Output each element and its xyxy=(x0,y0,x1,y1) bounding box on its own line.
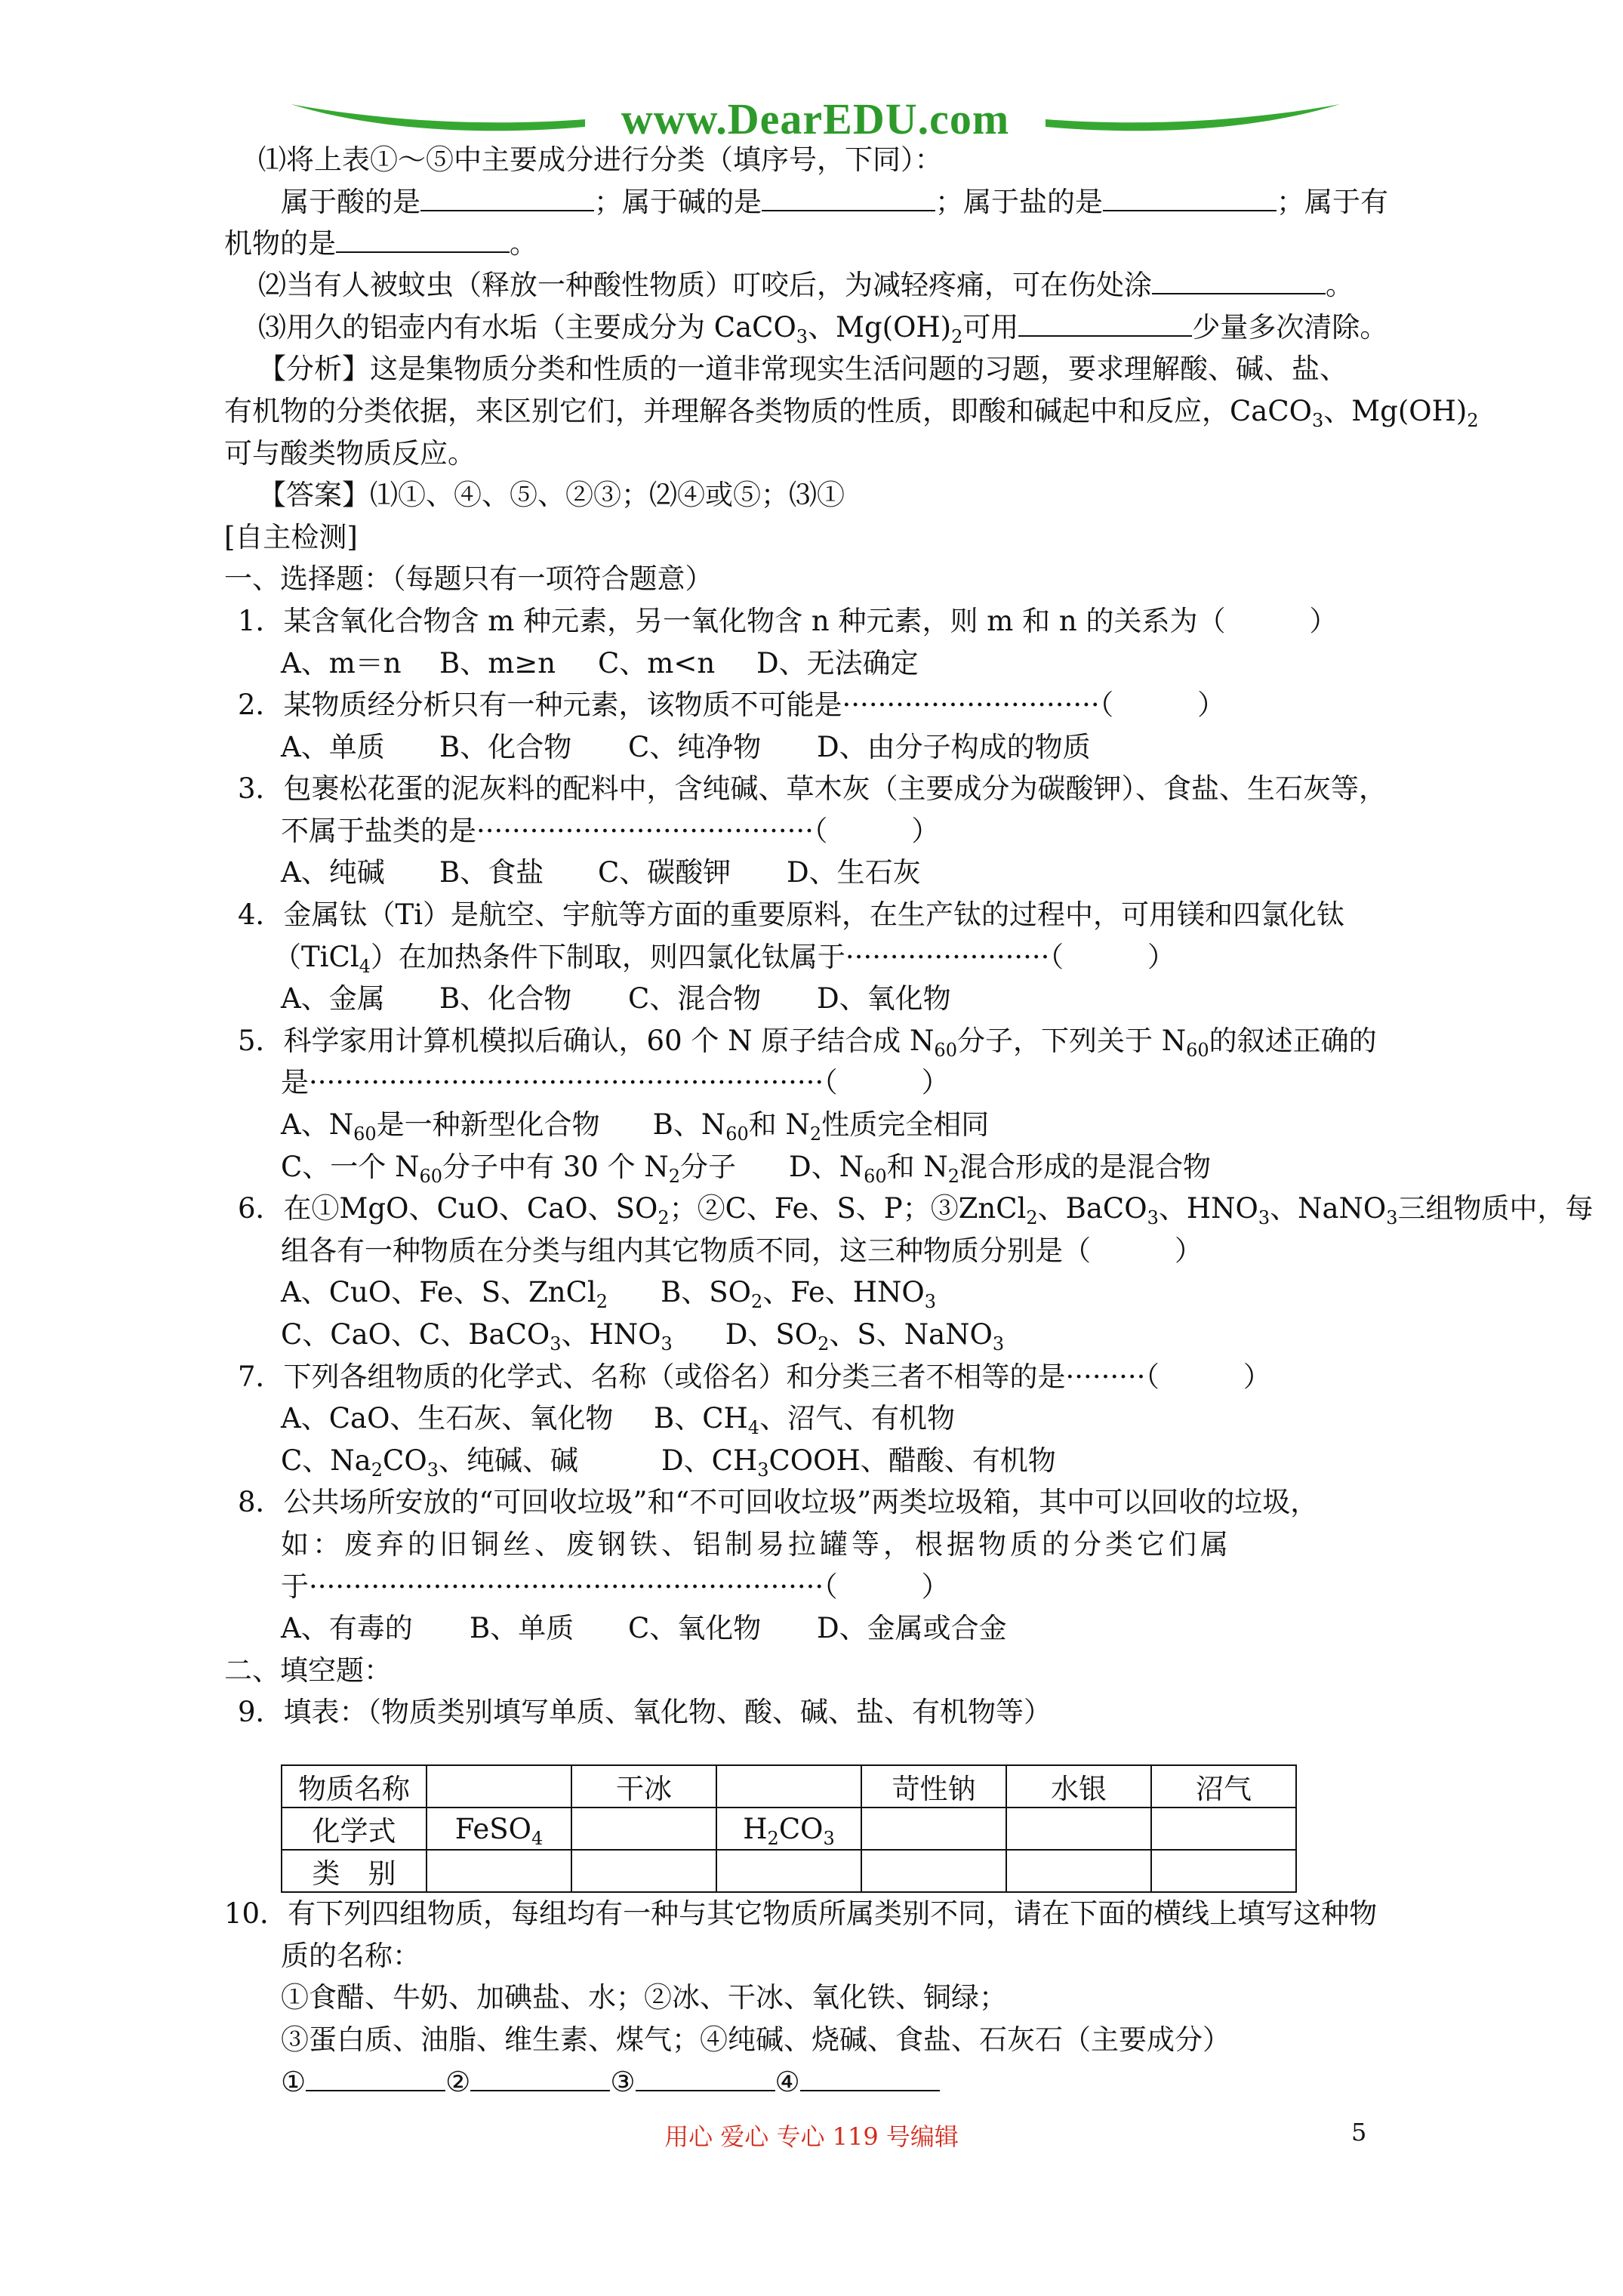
table-cell[interactable] xyxy=(1006,1808,1151,1850)
q2-options: A、单质 B、化合物 C、纯净物 D、由分子构成的物质 xyxy=(281,731,1091,763)
q5-options-cd: C、一个 $N_{60}$分子中有 30 个 $N_2$分子 D、$N_{60}$和 $N_2$混合形成的是混合物 xyxy=(281,1151,1212,1187)
q10-line-2: 质的名称： xyxy=(281,1940,420,1972)
table-header-cell: 水银 xyxy=(1006,1765,1151,1808)
q7: 7．下列各组物质的化学式、名称（或俗名）和分类三者不相等的是·········（ ） xyxy=(238,1361,1271,1393)
q6-line-2: 组各有一种物质在分类与组内其它物质不同，这三种物质分别是（ ） xyxy=(281,1234,1203,1267)
q3-line-1: 3．包裹松花蛋的泥灰料的配料中，含纯碱、草木灰（主要成分为碳酸钾）、食盐、生石灰等， xyxy=(238,772,1387,805)
q8-options: A、有毒的 B、单质 C、氧化物 D、金属或合金 xyxy=(281,1612,1007,1644)
table-cell[interactable] xyxy=(1006,1850,1151,1892)
q1-options: A、m＝n B、m≥n C、m<n D、无法确定 xyxy=(281,647,919,680)
q10-blanks: ① ② ③ ④ xyxy=(281,2063,940,2101)
q10-line-3: ①食醋、牛奶、加碘盐、水；②冰、干冰、氧化铁、铜绿； xyxy=(281,1981,1007,2014)
blank-q10-4[interactable] xyxy=(800,2066,940,2091)
q10-line-1: 10．有下列四组物质，每组均有一种与其它物质所属类别不同，请在下面的横线上填写这种物 xyxy=(224,1897,1378,1930)
table-cell[interactable] xyxy=(1151,1850,1296,1892)
table-cell[interactable] xyxy=(427,1765,571,1808)
table-cell[interactable] xyxy=(716,1765,861,1808)
p1-organic: 机物的是 。 xyxy=(224,227,537,260)
table-header-cell: 苛性钠 xyxy=(861,1765,1006,1808)
q8-line-1: 8．公共场所安放的“可回收垃圾”和“不可回收垃圾”两类垃圾箱，其中可以回收的垃圾， xyxy=(238,1486,1319,1518)
table-cell[interactable] xyxy=(861,1850,1006,1892)
blank-p2[interactable] xyxy=(1152,269,1326,294)
q3-options: A、纯碱 B、食盐 C、碳酸钾 D、生石灰 xyxy=(281,856,921,889)
p3: ⑶用久的铝壶内有水垢（主要成分为 CaCO$_3$、$Mg(OH)_2$可用 少量多次清除。 xyxy=(258,311,1388,347)
q6-options-ab: A、CuO、Fe、S、ZnCl$_2$ B、$SO_2$、Fe、$HNO_3$ xyxy=(281,1276,937,1312)
q9-table xyxy=(281,1764,1297,1893)
q4-line-1: 4．金属钛（Ti）是航空、宇航等方面的重要原料，在生产钛的过程中，可用镁和四氯化钛 xyxy=(238,898,1345,931)
table-header-cell: 沼气 xyxy=(1151,1765,1296,1808)
logo-text[interactable]: www.DearEDU.com xyxy=(621,94,1010,143)
table-row xyxy=(282,1808,1296,1850)
p1-blanks: 属于酸的是 ；属于碱的是 ；属于盐的是 ；属于有 xyxy=(281,186,1388,218)
q5-line-2: 是··························································（ ） xyxy=(281,1066,950,1099)
table-cell[interactable] xyxy=(861,1808,1006,1850)
q2: 2．某物质经分析只有一种元素，该物质不可能是·····························（ ） xyxy=(238,689,1226,721)
part2-title: 二、填空题： xyxy=(224,1654,392,1687)
q7-options-cd: C、$Na_2CO_3$、纯碱、碱 D、$CH_3COOH$、醋酸、有机物 xyxy=(281,1444,1056,1481)
table-row xyxy=(282,1765,1296,1808)
blank-p3[interactable] xyxy=(1018,311,1192,337)
q10-line-4: ③蛋白质、油脂、维生素、煤气；④纯碱、烧碱、食盐、石灰石（主要成分） xyxy=(281,2023,1230,2056)
footer-editor-note: 用心 爱心 专心 119 号编辑 xyxy=(664,2122,959,2151)
q5-options-ab: A、$N_{60}$是一种新型化合物 B、$N_{60}$和 $N_2$性质完全相同 xyxy=(281,1108,990,1145)
table-cell: $H_2CO_3$ xyxy=(716,1808,861,1850)
q8-line-2: 如：废弃的旧铜丝、废钢铁、铝制易拉罐等，根据物质的分类它们属 xyxy=(281,1528,1232,1561)
blank-q10-1[interactable] xyxy=(306,2066,445,2091)
q3-line-2: 不属于盐类的是······································（ ） xyxy=(281,815,940,847)
p1-intro: ⑴将上表①～⑤中主要成分进行分类（填序号，下同）： xyxy=(258,143,943,176)
analysis-line-1: 【分析】这是集物质分类和性质的一道非常现实生活问题的习题，要求理解酸、碱、盐、 xyxy=(258,353,1347,385)
blank-acid[interactable] xyxy=(420,186,594,211)
table-cell: FeSO$_4$ xyxy=(427,1808,571,1850)
table-row-label: 化学式 xyxy=(282,1808,427,1850)
q6-line-1: 6．在①MgO、CuO、CaO、$SO_2$；②C、Fe、S、P；③ZnCl$_2$、BaCO$_3$、$HNO_3$、NaNO$_3$三组物质中，每 xyxy=(238,1192,1594,1228)
page-number: 5 xyxy=(1351,2118,1367,2147)
table-header-cell: 物质名称 xyxy=(282,1765,427,1808)
table-cell[interactable] xyxy=(427,1850,571,1892)
table-cell[interactable] xyxy=(571,1808,716,1850)
blank-organic[interactable] xyxy=(336,227,510,253)
table-header-cell: 干冰 xyxy=(571,1765,716,1808)
table-row xyxy=(282,1850,1296,1892)
section-title: [自主检测] xyxy=(224,521,358,553)
analysis-line-3: 可与酸类物质反应。 xyxy=(224,437,476,470)
table-cell[interactable] xyxy=(716,1850,861,1892)
blank-base[interactable] xyxy=(762,186,935,211)
q8-line-3: 于··························································（ ） xyxy=(281,1570,950,1603)
q5-line-1: 5．科学家用计算机模拟后确认，60 个 N 原子结合成 $N_{60}$分子，下列关于 $N_{60}$的叙述正确的 xyxy=(238,1025,1377,1061)
blank-salt[interactable] xyxy=(1103,186,1277,211)
table-cell[interactable] xyxy=(1151,1808,1296,1850)
q7-options-ab: A、CaO、生石灰、氧化物 B、$CH_4$、沼气、有机物 xyxy=(281,1402,956,1438)
table-row-label: 类 别 xyxy=(282,1850,427,1892)
q9: 9．填表：（物质类别填写单质、氧化物、酸、碱、盐、有机物等） xyxy=(238,1696,1052,1728)
p2: ⑵当有人被蚊虫（释放一种酸性物质）叮咬后，为减轻疼痛，可在伤处涂 。 xyxy=(258,269,1354,301)
q1: 1．某含氧化合物含 m 种元素，另一氧化物含 n 种元素，则 m 和 n 的关系为（ ） xyxy=(238,605,1338,637)
q4-line-2: （TiCl$_4$）在加热条件下制取，则四氯化钛属于·······················（ ） xyxy=(273,941,1175,977)
q6-options-cd: C、CaO、C、BaCO$_3$、$HNO_3$ D、$SO_2$、S、NaNO$_3$ xyxy=(281,1318,1005,1354)
answer: 【答案】⑴①、④、⑤、②③；⑵④或⑤；⑶① xyxy=(258,479,845,511)
analysis-line-2: 有机物的分类依据，来区别它们，并理解各类物质的性质，即酸和碱起中和反应，CaCO$_3$、$Mg(OH)_2$ xyxy=(224,395,1479,431)
blank-q10-2[interactable] xyxy=(470,2066,610,2091)
part1-title: 一、选择题：（每题只有一项符合题意） xyxy=(224,562,713,595)
table-cell[interactable] xyxy=(571,1850,716,1892)
blank-q10-3[interactable] xyxy=(636,2066,775,2091)
q4-options: A、金属 B、化合物 C、混合物 D、氧化物 xyxy=(281,982,951,1015)
